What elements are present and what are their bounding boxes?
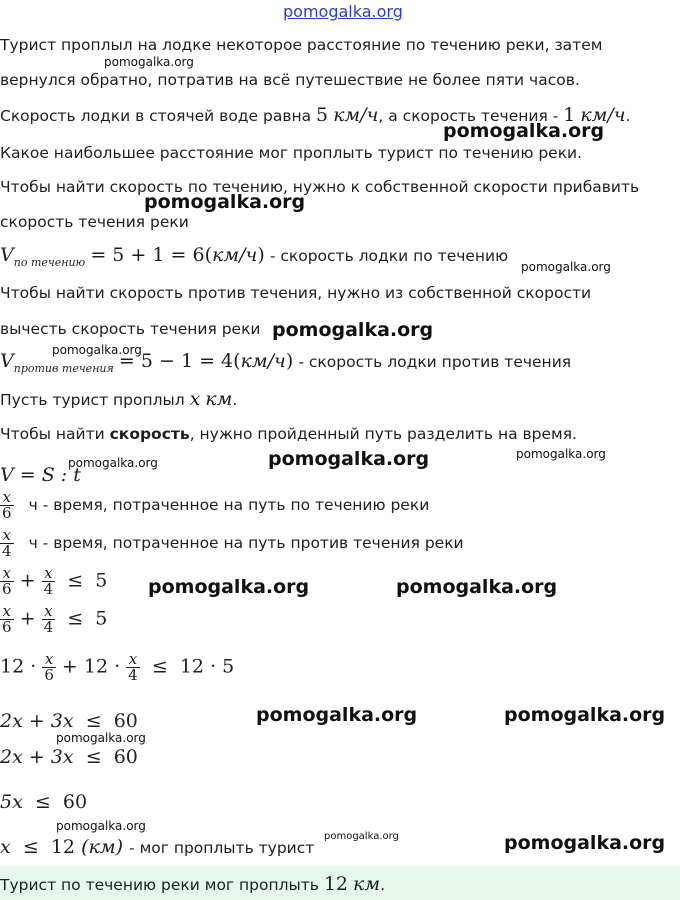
watermark: pomogalka.org (56, 819, 146, 833)
speeds-prefix: Скорость лодки в стоячей воде равна (0, 107, 312, 125)
rhs-sixty: 60 (62, 791, 88, 813)
boat-speed-unit: км/ч (333, 104, 379, 126)
paragraph-upstream-line-2: вычесть скорость течения реки (0, 320, 261, 338)
time-upstream-line (0, 528, 464, 559)
le-sign: ≤ (67, 607, 84, 630)
frac-denominator: 6 (44, 666, 54, 684)
result-x: x (0, 836, 11, 858)
watermark: pomogalka.org (148, 576, 310, 598)
rule-bold-word: скорость (109, 425, 190, 443)
watermark: pomogalka.org (56, 731, 146, 745)
le-sign: ≤ (34, 791, 51, 813)
current-speed-unit: км/ч (580, 104, 626, 126)
time-downstream-desc: ч - время, потраченное на путь по течению реки (28, 496, 430, 514)
time-downstream-fraction (0, 490, 14, 521)
eq1-expression: = 5 + 1 = 6( (90, 244, 212, 266)
frac-numerator: x (0, 566, 14, 582)
watermark: pomogalka.org (516, 447, 606, 461)
frac-denominator: 4 (2, 542, 12, 560)
frac-denominator: 4 (128, 666, 138, 684)
time-upstream-fraction (0, 528, 14, 559)
inequality-linear-2 (0, 746, 138, 768)
lhs: 2x + 3x (0, 710, 74, 732)
watermark: pomogalka.org (443, 120, 605, 142)
frac-numerator: x (0, 604, 14, 620)
frac-numerator: x (0, 528, 14, 544)
rule-postfix: , нужно пройденный путь разделить на время. (189, 425, 577, 443)
plus-sign: + (19, 607, 36, 630)
boat-speed-value: 5 (316, 104, 329, 126)
answer-prefix: Турист по течению реки мог проплыть (0, 876, 319, 894)
let-prefix: Пусть турист проплыл (0, 391, 185, 409)
speeds-middle: , а скорость течения - (378, 107, 559, 125)
let-variable: x (189, 388, 201, 410)
let-end: . (232, 391, 238, 409)
speeds-end: . (625, 107, 631, 125)
rhs-five: 5 (95, 569, 108, 592)
watermark: pomogalka.org (324, 831, 399, 842)
inequality-multiplied (0, 652, 234, 683)
watermark: pomogalka.org (268, 448, 430, 470)
eq2-expression: = 5 − 1 = 4( (118, 350, 241, 372)
eq2-unit: км/ч (240, 350, 286, 372)
frac-numerator: x (42, 652, 56, 668)
watermark: pomogalka.org (256, 704, 418, 726)
watermark: pomogalka.org (504, 832, 666, 854)
answer-unit: км (352, 873, 381, 895)
watermark: pomogalka.org (144, 191, 306, 213)
result-unit: (км) (81, 836, 123, 858)
ineq3-fraction-1 (42, 652, 56, 683)
rhs-sixty: 60 (113, 746, 138, 768)
frac-numerator: x (42, 566, 56, 582)
lhs: 5x (0, 791, 23, 813)
answer-end: . (380, 876, 386, 894)
watermark: pomogalka.org (396, 576, 558, 598)
time-downstream-line (0, 490, 429, 521)
watermark: pomogalka.org (272, 319, 434, 341)
site-link[interactable]: pomogalka.org (283, 2, 403, 21)
inequality-2 (0, 604, 107, 635)
frac-denominator: 6 (2, 618, 12, 636)
paragraph-downstream-line-1: Чтобы найти скорость по течению, нужно к собственной скорости прибавить (0, 178, 640, 196)
frac-denominator: 4 (43, 618, 54, 636)
paragraph-downstream-line-2: скорость течения реки (0, 213, 189, 231)
watermark: pomogalka.org (104, 55, 194, 69)
eq2-description: - скорость лодки против течения (298, 353, 572, 371)
ineq1-fraction-1 (0, 566, 14, 597)
rhs-sixty: 60 (113, 710, 138, 732)
frac-numerator: x (0, 490, 14, 506)
frac-denominator: 6 (2, 580, 12, 598)
mult-12: 12 · (0, 655, 37, 678)
paragraph-1-line-1: Турист проплыл на лодке некоторое расстояние по течению реки, затем (0, 36, 603, 54)
le-sign: ≤ (22, 836, 39, 858)
frac-numerator: x (42, 604, 56, 620)
result-12: 12 (50, 836, 76, 858)
eq2-subscript: против течения (13, 362, 114, 375)
let-unit: км (205, 388, 233, 410)
lhs: 2x + 3x (0, 746, 74, 768)
eq1-v: V (0, 244, 14, 266)
rule-prefix: Чтобы найти (0, 425, 105, 443)
watermark: pomogalka.org (521, 260, 611, 274)
eq1-subscript: по течению (13, 256, 86, 269)
watermark: pomogalka.org (504, 704, 666, 726)
time-upstream-desc: ч - время, потраченное на путь против течения реки (28, 534, 464, 552)
speed-formula: V = S : t (0, 464, 81, 486)
mult-plus-12: + 12 · (61, 655, 121, 678)
answer-value: 12 (323, 873, 349, 895)
eq1-close: ) (257, 244, 265, 266)
watermark: pomogalka.org (68, 456, 158, 470)
paragraph-1-line-2: вернулся обратно, потратив на всё путешествие не более пяти часов. (0, 71, 580, 89)
le-sign: ≤ (67, 569, 84, 592)
ineq1-fraction-2 (42, 566, 56, 597)
frac-denominator: 4 (43, 580, 54, 598)
mult-rhs: 12 · 5 (179, 655, 235, 678)
plus-sign: + (19, 569, 36, 592)
speed-rule-line (0, 424, 577, 444)
answer-line (0, 874, 385, 895)
watermark: pomogalka.org (52, 343, 142, 357)
result-inequality (0, 836, 314, 858)
eq2-close: ) (285, 350, 294, 372)
eq1-unit: км/ч (211, 244, 258, 266)
le-sign: ≤ (85, 710, 102, 732)
result-desc: - мог проплыть турист (129, 839, 315, 857)
inequality-linear-1 (0, 710, 138, 732)
equation-downstream-speed (0, 244, 508, 269)
ineq2-fraction-1 (0, 604, 14, 635)
eq2-v: V (0, 350, 14, 372)
current-speed-value: 1 (563, 104, 576, 126)
inequality-5x (0, 791, 87, 813)
ineq2-fraction-2 (42, 604, 56, 635)
rhs-five: 5 (95, 607, 108, 630)
inequality-1 (0, 566, 107, 597)
ineq3-fraction-2 (126, 652, 140, 683)
le-sign: ≤ (151, 655, 168, 678)
question-line: Какое наибольшее расстояние мог проплыть турист по течению реки. (0, 144, 583, 162)
paragraph-upstream-line-1: Чтобы найти скорость против течения, нужно из собственной скорости (0, 284, 592, 302)
frac-denominator: 6 (2, 504, 12, 522)
let-distance-line (0, 389, 237, 410)
frac-numerator: x (126, 652, 140, 668)
le-sign: ≤ (85, 746, 102, 768)
answer-box (0, 866, 680, 900)
eq1-description: - скорость лодки по течению (269, 247, 509, 265)
